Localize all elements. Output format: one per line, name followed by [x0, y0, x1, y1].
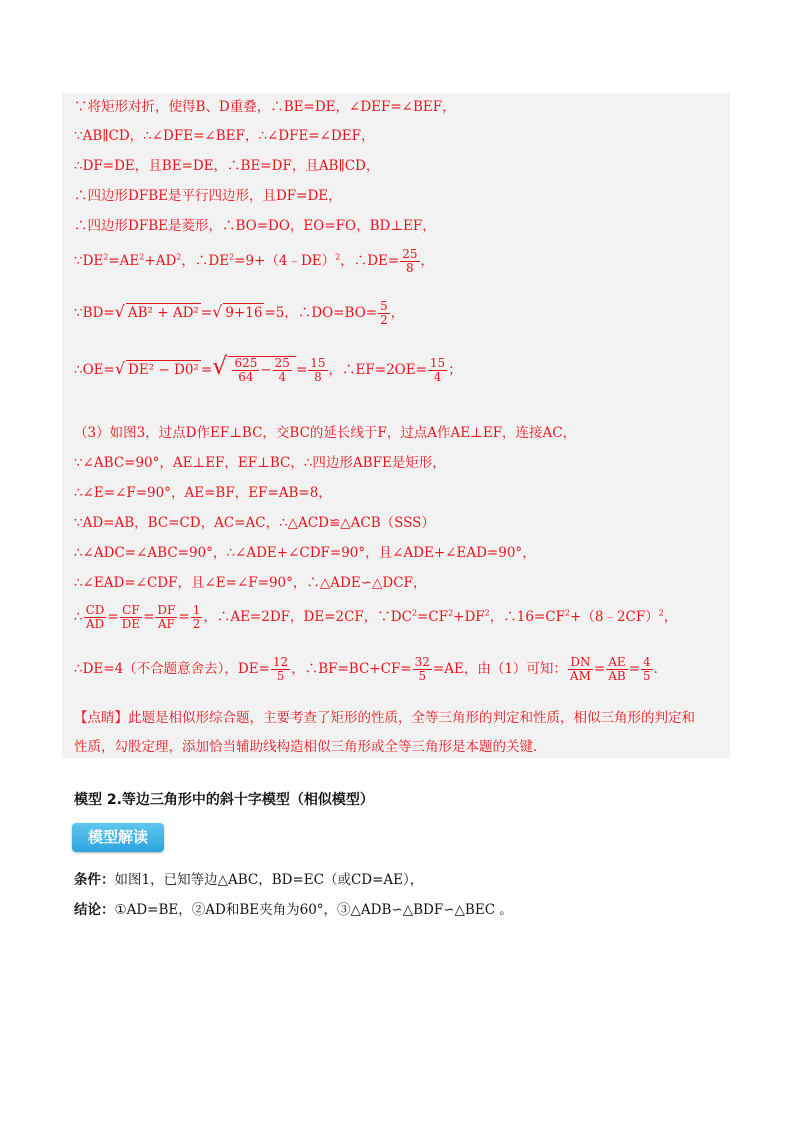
section-heading: 模型 2.等边三角形中的斜十字模型（相似模型）	[74, 792, 374, 808]
fraction: $\frac{DN}{AM}$	[569, 655, 591, 683]
fraction: $\frac{15}{4}$	[429, 356, 446, 384]
conclusion-line	[74, 901, 513, 919]
fraction: $\frac{15}{8}$	[310, 356, 326, 384]
radical: 9+16	[225, 305, 263, 321]
solution-line-1: ∵将矩形对折，使得B、D重叠，∴BE=DE，∠DEF=∠BEF，	[74, 99, 456, 115]
fraction: $\frac{625}{64}$	[234, 356, 258, 384]
condition-line	[74, 871, 423, 889]
fraction: $\frac{AE}{AB}$	[608, 655, 626, 683]
condition-text: 如图1，已知等边△ABC，BD=EC（或CD=AE），	[114, 872, 424, 888]
fraction: $\frac{CF}{DE}$	[121, 603, 141, 631]
solution-part3-line-5: ∴∠ADC=∠ABC=90°，∴∠ADE+∠CDF=90°，且∠ADE+∠EAD=90°，	[74, 545, 536, 561]
radical: DE² − D0²	[128, 362, 199, 378]
fraction: $\frac{5}{2}$	[380, 299, 388, 327]
solution-part3-line-7: ∴ $\frac{CD}{AD}$ = $\frac{CF}{DE}$ = $\frac{DF}{AF}$ = $\frac{1}{2}$ ，∴AE=2DF，DE=2CF，$\because DC^2=CF^2+DF^2$，$\therefore 16=CF^2+(8﹣2CF)^2$，	[74, 603, 678, 631]
solution-line-6: $\because DE^2=AE^2+AD^2$，$\therefore DE^2=9+(4﹣DE)^2$，∴DE= $\frac{25}{8}$ ，	[74, 247, 435, 275]
fraction: $\frac{DF}{AF}$	[157, 603, 176, 631]
condition-label: 条件：	[74, 872, 115, 888]
comment-line-2: 性质，勾股定理，添加恰当辅助线构造相似三角形或全等三角形是本题的关键．	[74, 739, 547, 755]
conclusion-text: ①AD=BE，②AD和BE夹角为60°，③△ADB∽△BDF∽△BEC 。	[114, 902, 513, 918]
fraction: $\frac{25}{8}$	[402, 247, 418, 275]
solution-part3-line-4: ∵AD=AB，BC=CD，AC=AC，∴△ACD≌△ACB（SSS）	[74, 515, 435, 531]
solution-line-3: ∴DF=DE，且BE=DE，∴BE=DF，且AB∥CD，	[74, 158, 380, 174]
solution-part3-line-2: ∵∠ABC=90°，AE⊥EF，EF⊥BC，∴四边形ABFE是矩形，	[74, 455, 446, 471]
comment-line-1: 【点睛】此题是相似形综合题，主要考查了矩形的性质，全等三角形的判定和性质，相似三角形的判定和	[74, 710, 695, 726]
solution-part3-line-1: （3）如图3，过点D作EF⊥BC，交BC的延长线于F，过点A作AE⊥EF，连接AC，	[74, 425, 577, 441]
radical: AB² + AD²	[127, 305, 199, 321]
fraction: $\frac{1}{2}$	[192, 603, 201, 631]
fraction: $\frac{32}{5}$	[414, 655, 430, 683]
solution-line-5: ∴四边形DFBE是菱形，∴BO=DO，EO=FO，BD⊥EF，	[74, 218, 436, 234]
model-reading-badge: 模型解读	[72, 823, 164, 852]
solution-part3-line-8: ∴DE=4（不合题意舍去），DE= $\frac{12}{5}$ ，∴BF=BC+CF= $\frac{32}{5}$ =AE，由（1）可知： $\frac{DN}{AM}$ = $\frac{AE}{AB}$ = $\frac{4}{5}$ ．	[74, 655, 668, 683]
solution-line-7: ∵BD=√ AB² + AD² =√ 9+16 =5，∴DO=BO= $\frac{5}{2}$ ，	[74, 299, 405, 327]
conclusion-label: 结论：	[74, 902, 115, 918]
solution-line-8: ∴OE=√ DE² − D0² =√ $\frac{625}{64}$ − $\frac{25}{4}$ = $\frac{15}{8}$ ，∴EF=2OE= $\frac{15}{4}$ ；	[74, 352, 462, 384]
fraction: $\frac{12}{5}$	[272, 655, 289, 683]
solution-line-2: ∵AB∥CD，∴∠DFE=∠BEF，∴∠DFE=∠DEF，	[74, 128, 375, 144]
solution-line-4: ∴四边形DFBE是平行四边形，且DF=DE，	[74, 188, 342, 204]
fraction: $\frac{CD}{AD}$	[85, 603, 105, 631]
fraction: $\frac{25}{4}$	[274, 356, 290, 384]
fraction: $\frac{4}{5}$	[642, 655, 651, 683]
solution-part3-line-3: ∴∠E=∠F=90°，AE=BF，EF=AB=8，	[74, 485, 332, 501]
solution-part3-line-6: ∴∠EAD=∠CDF，且∠E=∠F=90°，∴△ADE∽△DCF，	[74, 575, 427, 591]
